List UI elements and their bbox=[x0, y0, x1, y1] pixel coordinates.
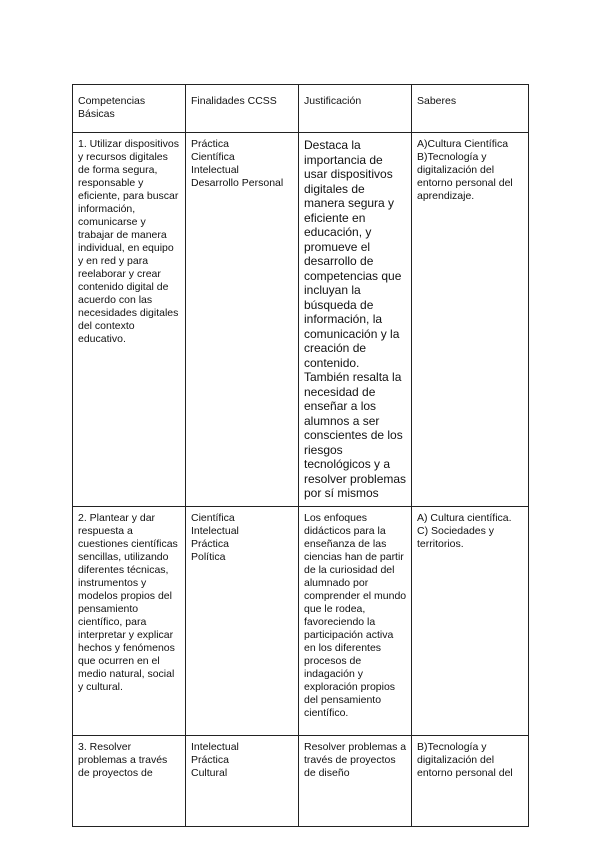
cell-finalidades: Práctica Científica Intelectual Desarrollo Personal bbox=[186, 133, 299, 507]
cell-competencia: 3. Resolver problemas a través de proyectos de bbox=[73, 735, 186, 826]
table-row bbox=[73, 506, 529, 735]
table-row bbox=[73, 133, 529, 507]
competencias-table bbox=[72, 84, 529, 827]
cell-saberes: A)Cultura Científica B)Tecnología y digitalización del entorno personal del aprendizaje. bbox=[412, 133, 529, 507]
header-finalidades: Finalidades CCSS bbox=[186, 85, 299, 133]
cell-finalidades: Científica Intelectual Práctica Política bbox=[186, 506, 299, 735]
cell-justificacion: Resolver problemas a través de proyectos de diseño bbox=[299, 735, 412, 826]
header-justificacion: Justificación bbox=[299, 85, 412, 133]
cell-saberes: A) Cultura científica. C) Sociedades y territorios. bbox=[412, 506, 529, 735]
table-row bbox=[73, 735, 529, 826]
cell-saberes: B)Tecnología y digitalización del entorno personal del bbox=[412, 735, 529, 826]
cell-competencia: 1. Utilizar dispositivos y recursos digitales de forma segura, responsable y eficiente, para buscar información, comunicarse y trabajar de manera individual, en equipo y en red y para reelaborar y crear contenido digital de acuerdo con las necesidades digitales del contexto educativo. bbox=[73, 133, 186, 507]
table-header-row bbox=[73, 85, 529, 133]
header-competencias: Competencias Básicas bbox=[73, 85, 186, 133]
cell-justificacion: Destaca la importancia de usar dispositivos digitales de manera segura y eficiente en educación, y promueve el desarrollo de competencias que incluyan la búsqueda de información, la comunicación y la creación de contenido. También resalta la necesidad de enseñar a los alumnos a ser conscientes de los riesgos tecnológicos y a resolver problemas por sí mismos bbox=[299, 133, 412, 507]
cell-competencia: 2. Plantear y dar respuesta a cuestiones científicas sencillas, utilizando diferentes técnicas, instrumentos y modelos propios del pensamiento científico, para interpretar y explicar hechos y fenómenos que ocurren en el medio natural, social y cultural. bbox=[73, 506, 186, 735]
cell-justificacion: Los enfoques didácticos para la enseñanza de las ciencias han de partir de la curiosidad del alumnado por comprender el mundo que le rodea, favoreciendo la participación activa en los diferentes procesos de indagación y exploración propios del pensamiento científico. bbox=[299, 506, 412, 735]
cell-finalidades: Intelectual Práctica Cultural bbox=[186, 735, 299, 826]
header-saberes: Saberes bbox=[412, 85, 529, 133]
